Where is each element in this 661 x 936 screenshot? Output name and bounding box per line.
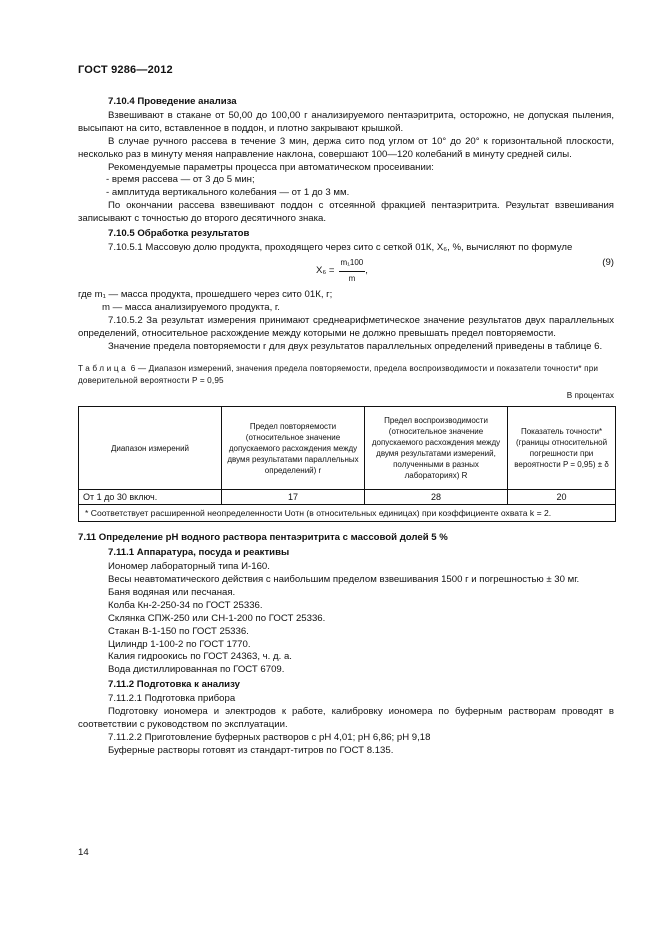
section-heading-7-11-2: 7.11.2 Подготовка к анализу <box>108 679 240 691</box>
formula-fraction <box>339 257 366 286</box>
section-heading-7-10-4: 7.10.4 Проведение анализа <box>108 96 237 107</box>
list-item: Весы неавтоматического действия с наибольшим пределом взвешивания 1500 г и погрешностью ± 30 мг. <box>108 574 580 586</box>
list-item: Калия гидроокись по ГОСТ 24363, ч. д. а. <box>108 651 292 663</box>
list-item: Стакан В-1-150 по ГОСТ 25336. <box>108 625 249 637</box>
list-item: Колба Кн-2-250-34 по ГОСТ 25336. <box>108 599 263 611</box>
table-footnote: * Соответствует расширенной неопределенности Uотн (в относительных единицах) при коэффициенте охвата k = 2. <box>79 505 616 522</box>
list-item: Вода дистиллированная по ГОСТ 6709. <box>108 664 285 676</box>
table-cell: 28 <box>365 490 508 505</box>
paragraph: Взвешивают в стакане от 50,00 до 100,00 г анализируемого пентаэритрита, осторожно, не допуская пыления, высыпают на сито, вставленное в поддон, и плотно закрывают крышкой. <box>78 109 614 134</box>
table-row <box>79 490 616 505</box>
paragraph: Буферные растворы готовят из стандарт-титров по ГОСТ 8.135. <box>108 744 394 756</box>
paragraph: 7.10.5.1 Массовую долю продукта, проходящего через сито с сеткой 01К, X₆, %, вычисляют по формуле <box>108 241 573 253</box>
formula-denominator: m <box>348 273 356 283</box>
paragraph: Рекомендуемые параметры процесса при автоматическом просеивании: <box>108 161 434 173</box>
paragraph: По окончании рассева взвешивают поддон с отсеянной фракцией пентаэритрита. Результат взвешивания записывают с точностью до второго десятичного знака. <box>78 200 614 225</box>
where-line: где m₁ — масса продукта, прошедшего через сито 01К, г; <box>78 288 333 300</box>
table-header-cell: Предел воспроизводимости (относительное значение допускаемого расхождения между двумя результатами измерений, полученными в разных лабораториях) R <box>365 407 508 490</box>
list-item: - время рассева — от 3 до 5 мин; <box>106 174 255 186</box>
equation-number: (9) <box>602 256 614 268</box>
paragraph: 7.11.2.1 Подготовка прибора <box>108 693 236 705</box>
table-cell: 17 <box>222 490 365 505</box>
formula-end: , <box>365 264 368 276</box>
list-item: Цилиндр 1-100-2 по ГОСТ 1770. <box>108 638 251 650</box>
formula <box>316 257 368 286</box>
section-heading-7-11-1: 7.11.1 Аппаратура, посуда и реактивы <box>108 547 290 559</box>
table-header-cell: Диапазон измерений <box>79 407 222 490</box>
paragraph: В случае ручного рассева в течение 3 мин, держа сито под углом от 10° до 20° к горизонтальной плоскости, несколько раз в минуту меняя направление наклона, совершают 100—120 колебаний в минуту средней силы. <box>78 135 614 160</box>
formula-numerator: m₁100 <box>339 257 366 272</box>
section-heading-7-11: 7.11 Определение pH водного раствора пентаэритрита с массовой долей 5 % <box>78 532 448 544</box>
list-item: - амплитуда вертикального колебания — от 1 до 3 мм. <box>106 187 350 199</box>
table-cell: От 1 до 30 включ. <box>79 490 222 505</box>
paragraph: 7.11.2.2 Приготовление буферных растворов с pH 4,01; pH 6,86; pH 9,18 <box>108 731 431 743</box>
document-header: ГОСТ 9286—2012 <box>78 64 173 76</box>
table-caption-label: Таблица <box>78 364 129 374</box>
table-caption <box>78 363 614 387</box>
paragraph: Подготовку иономера и электродов к работе, калибровку иономера по буферным растворам проводят в соответствии с руководством по эксплуатации. <box>78 706 614 730</box>
table-header-cell: Показатель точности* (границы относительной погрешности при вероятности P = 0,95) ± δ <box>508 407 616 490</box>
list-item: Склянка СПЖ-250 или СН-1-200 по ГОСТ 25336. <box>108 612 326 624</box>
where-line: m — масса анализируемого продукта, г. <box>102 301 280 313</box>
list-item: Иономер лабораторный типа И-160. <box>108 561 270 573</box>
table-6 <box>78 406 616 522</box>
document-body <box>78 94 614 758</box>
page-number: 14 <box>78 847 89 858</box>
table-units: В процентах <box>566 391 614 401</box>
section-heading-7-10-5: 7.10.5 Обработка результатов <box>108 228 250 240</box>
paragraph: 7.10.5.2 За результат измерения принимают среднеарифметическое значение результатов двух параллельных определений, относительное расхождение между которыми не должно превышать предел повторяемости. <box>78 314 614 339</box>
paragraph: Значение предела повторяемости r для двух результатов параллельных определений приведены в таблице 6. <box>108 340 603 352</box>
formula-lhs: X₆ = <box>316 264 335 276</box>
table-cell: 20 <box>508 490 616 505</box>
list-item: Баня водяная или песчаная. <box>108 586 236 598</box>
table-header-cell: Предел повторяемости (относительное значение допускаемого расхождения между двумя результатами параллельных определений) r <box>222 407 365 490</box>
table-footnote-row <box>79 505 616 522</box>
table-caption-text: 6 — Диапазон измерений, значения предела повторяемости, предела воспроизводимости и показатели точности* при доверительной вероятности P = 0,95 <box>78 364 599 386</box>
formula-9 <box>78 255 614 289</box>
table-header-row <box>79 407 616 490</box>
